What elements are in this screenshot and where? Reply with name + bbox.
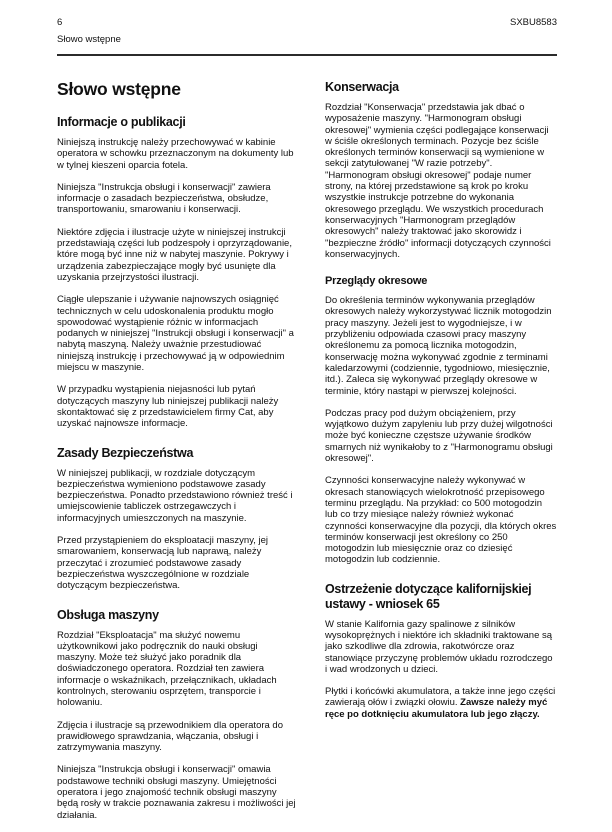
right-column <box>325 80 557 832</box>
section-heading-przeglady-okresowe: Przeglądy okresowe <box>325 275 428 288</box>
left-column <box>57 80 297 832</box>
paragraph: Niniejsza "Instrukcja obsługi i konserwacji" zawiera informacje o zasadach bezpieczeństwa, obsłudze, transportowaniu, smarowaniu i konserwacji. <box>57 181 271 216</box>
paragraph: Niniejszą instrukcję należy przechowywać w kabinie operatora w schowku przeznaczonym na dokumenty lub w tylnej kieszeni oparcia fotela. <box>57 137 294 171</box>
warning-text-normal: Płytki i końcówki akumulatora, a także inne jego części zawierają ołów i związki ołowiu. <box>325 686 556 709</box>
document-code: SXBU8583 <box>509 17 557 28</box>
paragraph: Rozdział "Konserwacja" przedstawia jak dbać o wyposażenie maszyny. "Harmonogram obsługi okresowej" wymienia części podlegające konserwacji w ściśle określonych terminach. Pozycje bez ściśle określonych terminów konserwacji są wymienione w sekcji zatytułowanej "W razie potrzeby". "Harmonogram obsługi okresowej" podaje numer strony, na której przedstawione są krok po kroku wszystkie instrukcje potrzebne do wykonania okresowego przeglądu. We wszystkich procedurach konserwacyjnych "Harmonogram przeglądów okresowych" należy traktować jako skorowidz i "bezpieczne źródło" informacji dotyczących czynności konserwacyjnych. <box>325 102 551 260</box>
warning-text-bold: Zawsze należy myć ręce po dotknięciu akumulatora lub jego złączy. <box>325 697 548 720</box>
paragraph: Podczas pracy pod dużym obciążeniem, przy wyjątkowo dużym zapyleniu lub przy dużej wilgotności może być konieczne częstsze używanie środków smarnych niż wynikałoby to z "Harmonogramu obsługi okresowej". <box>325 407 553 465</box>
running-header <box>57 18 557 28</box>
paragraph: Niniejsza "Instrukcja obsługi i konserwacji" omawia podstawowe techniki obsługi maszyny. Umiejętności operatora i jego znajomość technik obsługi maszyny będą rosły w trakcie poznawania zakresu i możliwości jej działania. <box>57 764 296 821</box>
page-number: 6 <box>57 17 63 28</box>
paragraph: Ciągłe ulepszanie i używanie najnowszych osiągnięć technicznych w celu udoskonalenia produktu mogło spowodować wystąpienie różnic w informacjach podanych w niniejszej "Instrukcji obsługi i konserwacji" a nabytą maszyną. Należy uważnie przestudiować niniejszą instrukcję i przechowywać ją w odpowiednim miejscu w maszynie. <box>57 294 294 374</box>
running-header-chapter: Słowo wstępne <box>57 34 121 45</box>
paragraph: Czynności konserwacyjne należy wykonywać w okresach stanowiących wielokrotność przepisowego terminu przeglądu. Na przykład: co 500 motogodzin lub co trzy miesiące należy również wykonać czynności konserwacyjne dla pozycji, dla których okres terminów konserwacji jest określony co 250 motogodzin lub miesięcznie oraz co dziesięć motogodzin lub codziennie. <box>325 475 557 566</box>
paragraph-with-warning <box>325 686 557 720</box>
header-divider <box>57 54 557 56</box>
paragraph: Zdjęcia i ilustracje są przewodnikiem dla operatora do prawidłowego sprawdzania, włączania, obsługi i zatrzymywania maszyny. <box>57 719 284 754</box>
section-heading-zasady-bezpieczenstwa: Zasady Bezpieczeństwa <box>57 445 194 460</box>
content-columns <box>57 80 557 832</box>
paragraph: Niektóre zdjęcia i ilustracje użyte w niniejszej instrukcji przedstawiają części lub podzespoły i oprzyrządowanie, które mogą być inne niż w nabytej maszynie. Pokrywy i urządzenia zabezpieczające mogły być usunięte dla uzyskania przejrzystości ilustracji. <box>57 226 292 283</box>
section-heading-obsluga-maszyny: Obsługa maszyny <box>57 607 159 622</box>
paragraph: W stanie Kalifornia gazy spalinowe z silników wysokoprężnych i niektóre ich składniki traktowane są jako szkodliwe dla zdrowia, rakotwórcze oraz stanowiące przyczynę problemów układu rozrodczego i wad wrodzonych u dzieci. <box>325 618 553 675</box>
paragraph: W przypadku wystąpienia niejasności lub pytań dotyczących maszyny lub niniejszej publikacji należy skontaktować się z przedstawicielem firmy Cat, aby uzyskać najnowsze informacje. <box>57 384 279 430</box>
section-heading-konserwacja: Konserwacja <box>325 80 399 94</box>
paragraph: Do określenia terminów wykonywania przeglądów okresowych należy wykorzystywać licznik motogodzin pracy maszyny. Jeżeli jest to wygodniejsze, i w przybliżeniu odpowiada czasowi pracy maszyny określonemu za pomocą licznika motogodzin, konserwację można wykonywać zgodnie z terminami kaledarzowymi (codziennie, tygodniowo, miesięcznie, itd.). Zaleca się wykonywać przeglądy okresowe w terminie, który nastąpi w pierwszej kolejności. <box>325 295 552 397</box>
paragraph: W niniejszej publikacji, w rozdziale dotyczącym bezpieczeństwa wymieniono podstawowe zasady bezpieczeństwa. Ponadto przedstawiono również treść i umiejscowienie tabliczek ostrzegawczych i informacyjnych umieszczonych na maszynie. <box>57 467 293 524</box>
paragraph: Przed przystąpieniem do eksploatacji maszyny, jej smarowaniem, konserwacją lub naprawą, należy przeczytać i zrozumieć podstawowe zasady bezpieczeństwa wyszczególnione w rozdziale dotyczącym bezpieczeństwa. <box>57 535 269 592</box>
paragraph: Rozdział "Eksploatacja" ma służyć nowemu użytkownikowi jako podręcznik do nauki obsługi maszyny. Może też służyć jako poradnik dla doświadczonego operatora. Rozdział ten zawiera informacje o wskaźnikach, przełącznikach, układach kontrolnych, sterowaniu osprzętem, transporcie i holowaniu. <box>57 629 277 709</box>
section-heading-ostrzezenie-wniosek-65: Ostrzeżenie dotyczące kalifornijskiej ustawy - wniosek 65 <box>325 581 532 611</box>
section-heading-informacje-o-publikacji: Informacje o publikacji <box>57 115 186 129</box>
page-title: Słowo wstępne <box>57 79 181 99</box>
